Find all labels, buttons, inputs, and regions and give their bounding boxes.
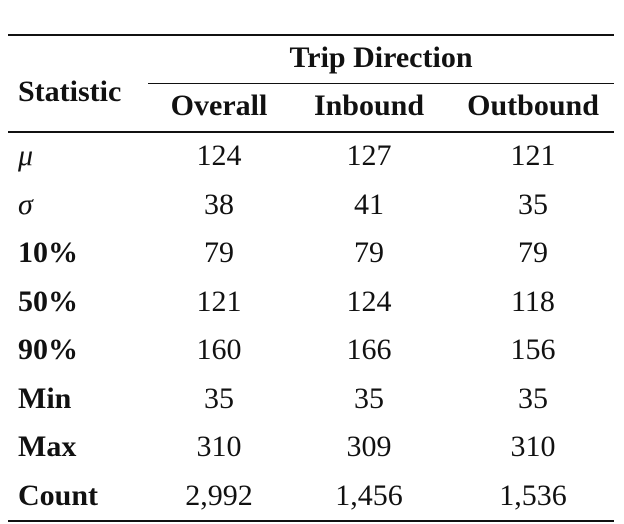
row-label: 90% — [18, 333, 78, 366]
table-cell: 118 — [511, 284, 555, 318]
table-cell: 124 — [346, 284, 392, 318]
table-cell: 79 — [354, 236, 384, 269]
column-header-overall: Overall — [170, 89, 268, 122]
table-cell: 38 — [204, 187, 234, 221]
table-cell: 1,536 — [499, 478, 567, 512]
column-header-inbound: Inbound — [313, 89, 425, 122]
table-cell: 309 — [346, 430, 392, 463]
column-header-outbound: Outbound — [467, 89, 599, 122]
table-cell: 121 — [196, 284, 242, 318]
row-label: μ — [18, 139, 34, 172]
table-cell: 310 — [510, 430, 556, 463]
statistic-header: Statistic — [18, 75, 122, 108]
trip-direction-header: Trip Direction — [289, 41, 473, 74]
top-rule — [8, 34, 614, 36]
table-cell: 35 — [204, 381, 234, 415]
bottom-rule — [8, 520, 614, 522]
table-cell: 35 — [518, 187, 548, 221]
row-label: Max — [18, 430, 77, 463]
table-cell: 127 — [346, 139, 392, 172]
row-label: 10% — [18, 236, 78, 269]
row-label: Min — [18, 381, 72, 415]
row-label: σ — [18, 187, 33, 221]
table-cell: 35 — [518, 381, 548, 415]
table-cell: 1,456 — [335, 478, 403, 512]
table-cell: 35 — [354, 381, 384, 415]
row-label: Count — [18, 478, 99, 512]
table-cell: 310 — [196, 430, 242, 463]
table-cell: 121 — [510, 139, 556, 172]
table-cell: 166 — [346, 333, 392, 366]
table-cell: 160 — [196, 333, 242, 366]
row-label: 50% — [18, 284, 78, 318]
group-underline — [148, 83, 614, 84]
table-cell: 79 — [204, 236, 234, 269]
header-rule — [8, 131, 614, 133]
table-cell: 124 — [196, 139, 242, 172]
table-cell: 79 — [518, 236, 548, 269]
table-cell: 41 — [354, 187, 384, 221]
table-cell: 2,992 — [185, 478, 253, 512]
table-cell: 156 — [510, 333, 556, 366]
